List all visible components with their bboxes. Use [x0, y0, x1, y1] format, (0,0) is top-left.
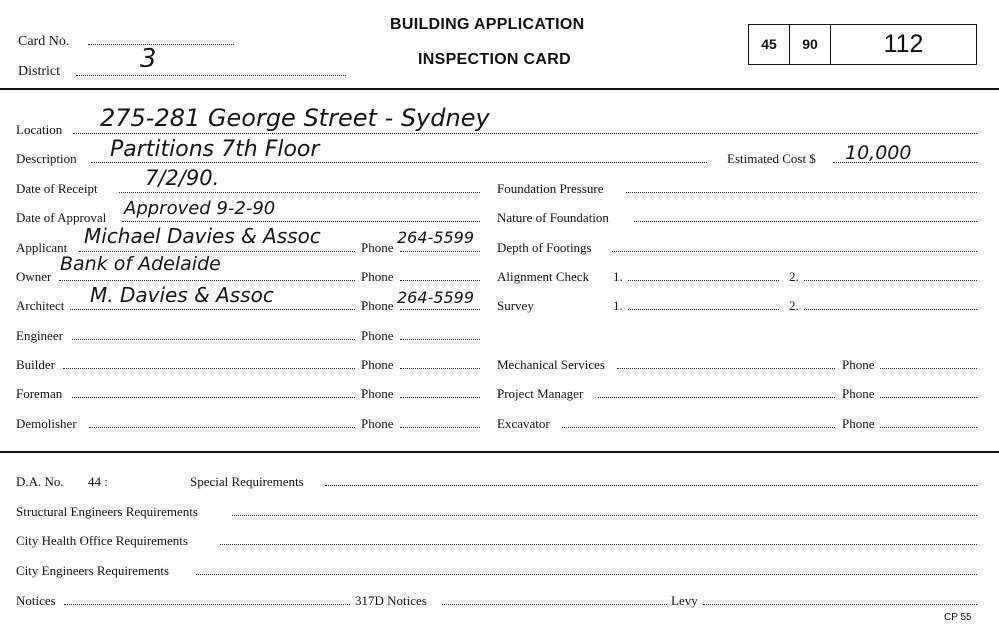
architect-phone-label: Phone [361, 298, 394, 313]
district-line [76, 75, 346, 76]
date-receipt-label: Date of Receipt [16, 181, 98, 196]
notices-line [64, 604, 350, 605]
notices-317d-line [442, 604, 667, 605]
applicant-line [79, 251, 355, 252]
project-manager-line [598, 397, 835, 398]
project-manager-phone-label: Phone [842, 386, 875, 401]
applicant-phone-value: 264-5599 [397, 228, 475, 247]
alignment-check-num2: 2. [789, 269, 799, 284]
depth-footings-label: Depth of Footings [497, 240, 592, 255]
excavator-label: Excavator [497, 416, 550, 431]
location-label: Location [16, 122, 63, 137]
section-divider [0, 451, 999, 453]
special-requirements-label: Special Requirements [190, 474, 304, 489]
architect-phone-line [400, 309, 480, 310]
structural-requirements-label: Structural Engineers Requirements [16, 504, 198, 519]
builder-phone-line [400, 368, 480, 369]
survey-line2 [804, 309, 977, 310]
nature-foundation-label: Nature of Foundation [497, 210, 609, 225]
date-approval-line [122, 221, 480, 222]
engineer-phone-line [400, 339, 480, 340]
description-line [91, 162, 707, 163]
structural-requirements-line [232, 515, 977, 516]
foreman-phone-line [400, 397, 480, 398]
code-box-b: 90 [789, 24, 831, 65]
estimated-cost-label: Estimated Cost $ [727, 151, 816, 166]
alignment-check-line2 [804, 280, 977, 281]
notices-label: Notices [16, 593, 56, 608]
survey-label: Survey [497, 298, 534, 313]
health-requirements-label: City Health Office Requirements [16, 533, 188, 548]
date-receipt-line [119, 192, 480, 193]
depth-footings-line [612, 251, 977, 252]
owner-label: Owner [16, 269, 52, 284]
mechanical-phone-label: Phone [842, 357, 875, 372]
levy-label: Levy [671, 593, 698, 608]
code-box-a: 45 [748, 24, 790, 65]
date-receipt-value: 7/2/90. [145, 166, 220, 190]
date-approval-label: Date of Approval [16, 210, 107, 225]
foundation-pressure-label: Foundation Pressure [497, 181, 604, 196]
alignment-check-num1: 1. [613, 269, 623, 284]
card-no-label: Card No. [18, 34, 70, 49]
notices-317d-label: 317D Notices [355, 593, 427, 608]
nature-foundation-line [634, 221, 977, 222]
title-line-2: INSPECTION CARD [418, 51, 571, 68]
description-label: Description [16, 151, 77, 166]
excavator-phone-line [880, 427, 977, 428]
estimated-cost-value: 10,000 [845, 142, 912, 164]
district-label: District [18, 64, 60, 79]
excavator-line [562, 427, 835, 428]
da-number-value: 44 : [88, 474, 108, 489]
card-no-line [88, 44, 234, 45]
da-number-label: D.A. No. [16, 474, 64, 489]
title-line-1: BUILDING APPLICATION [390, 16, 585, 33]
special-requirements-line [325, 485, 977, 486]
card-number-box: 112 [830, 24, 977, 65]
owner-value: Bank of Adelaide [60, 253, 221, 275]
foreman-label: Foreman [16, 386, 63, 401]
survey-num2: 2. [789, 298, 799, 313]
header-divider [0, 88, 999, 90]
engineer-phone-label: Phone [361, 328, 394, 343]
owner-line [59, 280, 355, 281]
survey-line1 [628, 309, 779, 310]
owner-phone-label: Phone [361, 269, 394, 284]
architect-line [70, 309, 355, 310]
engineer-label: Engineer [16, 328, 63, 343]
foreman-phone-label: Phone [361, 386, 394, 401]
builder-phone-label: Phone [361, 357, 394, 372]
foreman-line [72, 397, 355, 398]
owner-phone-line [400, 280, 480, 281]
city-engineers-line [196, 574, 977, 575]
mechanical-phone-line [880, 368, 977, 369]
demolisher-phone-label: Phone [361, 416, 394, 431]
architect-phone-value: 264-5599 [397, 288, 475, 307]
builder-line [63, 368, 355, 369]
demolisher-line [89, 427, 355, 428]
description-value: Partitions 7th Floor [110, 137, 320, 162]
form-code: CP 55 [944, 612, 972, 623]
builder-label: Builder [16, 357, 55, 372]
project-manager-phone-line [880, 397, 977, 398]
applicant-phone-line [400, 251, 480, 252]
applicant-phone-label: Phone [361, 240, 394, 255]
applicant-label: Applicant [16, 240, 68, 255]
architect-label: Architect [16, 298, 65, 313]
alignment-check-line1 [628, 280, 779, 281]
excavator-phone-label: Phone [842, 416, 875, 431]
demolisher-phone-line [400, 427, 480, 428]
mechanical-services-line [617, 368, 835, 369]
survey-num1: 1. [613, 298, 623, 313]
location-line [73, 133, 977, 134]
project-manager-label: Project Manager [497, 386, 584, 401]
district-value: 3 [140, 44, 157, 74]
applicant-value: Michael Davies & Assoc [84, 224, 321, 248]
foundation-pressure-line [626, 192, 977, 193]
architect-value: M. Davies & Assoc [90, 283, 274, 307]
levy-line [703, 604, 977, 605]
demolisher-label: Demolisher [16, 416, 77, 431]
alignment-check-label: Alignment Check [497, 269, 590, 284]
engineer-line [72, 339, 355, 340]
location-value: 275-281 George Street - Sydney [100, 104, 490, 132]
date-approval-value: Approved 9-2-90 [124, 198, 276, 219]
health-requirements-line [220, 544, 977, 545]
mechanical-services-label: Mechanical Services [497, 357, 605, 372]
city-engineers-label: City Engineers Requirements [16, 563, 170, 578]
